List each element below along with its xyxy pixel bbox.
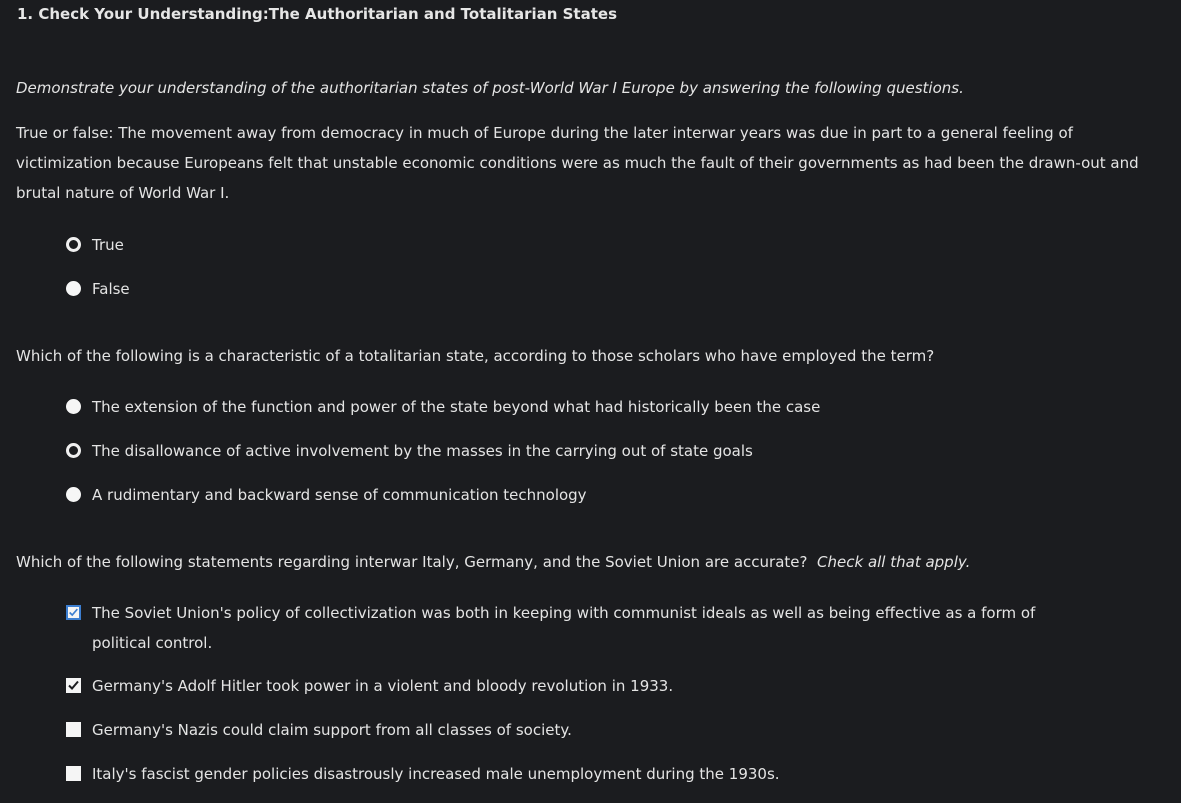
q1-option-false-label: False [92,280,130,298]
q3-option-4[interactable] [66,759,780,789]
q3-option-4-label: Italy's fascist gender policies disastrously increased male unemployment during the 1930s. [92,765,780,783]
q2-option-2[interactable] [66,436,753,466]
page-title: 1. Check Your Understanding:The Authoritarian and Totalitarian States [17,5,617,23]
q2-option-1-label: The extension of the function and power of the state beyond what had historically been the case [92,398,821,416]
q2-option-1[interactable] [66,392,820,422]
question-1-prompt: True or false: The movement away from democracy in much of Europe during the later interwar years was due in part to a general feeling of victimization because Europeans felt that unstable economic conditions were as much the fault of their governments as had been the drawn-out and brutal nature of World War I. [16,124,1139,202]
q3-option-1-label: The Soviet Union's policy of collectivization was both in keeping with communist ideals as well as being effective as a form of political control. [92,604,1036,652]
q3-option-2-label: Germany's Adolf Hitler took power in a violent and bloody revolution in 1933. [92,677,674,695]
question-3-instruction: Check all that apply. [817,553,971,571]
q2-option-2-label: The disallowance of active involvement by the masses in the carrying out of state goals [92,442,753,460]
radio-filled-icon[interactable] [66,399,81,414]
q3-option-2[interactable] [66,671,673,701]
radio-empty-icon[interactable] [66,237,81,252]
question-2-prompt: Which of the following is a characteristic of a totalitarian state, according to those scholars who have employed the term? [16,347,935,365]
q1-option-true[interactable] [66,230,124,260]
q3-option-3[interactable] [66,715,572,745]
q3-option-3-label: Germany's Nazis could claim support from all classes of society. [92,721,572,739]
q1-option-true-label: True [92,236,124,254]
question-3-prompt [16,547,1171,577]
intro-text: Demonstrate your understanding of the authoritarian states of post-World War I Europe by answering the following questions. [16,79,964,97]
checkbox-checked-icon[interactable] [66,605,81,620]
question-3-text: Which of the following statements regarding interwar Italy, Germany, and the Soviet Union are accurate? [16,553,808,571]
radio-empty-icon[interactable] [66,443,81,458]
checkbox-unchecked-icon[interactable] [66,722,81,737]
q1-option-false[interactable] [66,274,130,304]
checkbox-unchecked-icon[interactable] [66,766,81,781]
radio-filled-icon[interactable] [66,281,81,296]
checkbox-checked-icon[interactable] [66,678,81,693]
q3-option-1[interactable] [66,598,1092,658]
radio-filled-icon[interactable] [66,487,81,502]
q2-option-3[interactable] [66,480,587,510]
q2-option-3-label: A rudimentary and backward sense of communication technology [92,486,587,504]
